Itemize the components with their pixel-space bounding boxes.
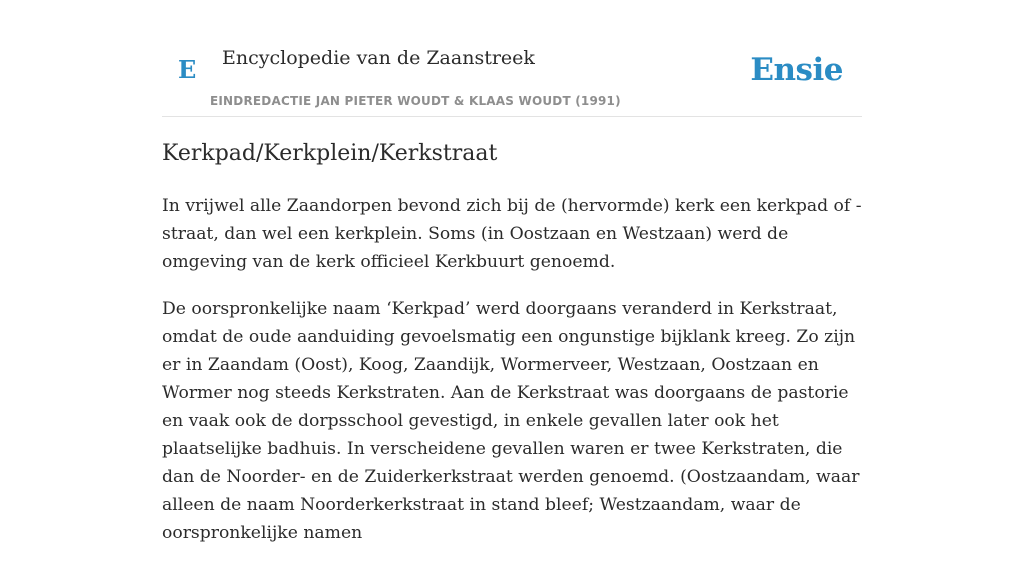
book-title[interactable]: Encyclopedie van de Zaanstreek [222,47,535,69]
article-paragraph: De oorspronkelijke naam ‘Kerkpad’ werd doorgaans veranderd in Kerkstraat, omdat de oude aanduiding gevoelsmatig een ongunstige bijklank kreeg. Zo zijn er in Zaandam (Oost), Koog, Zaandijk, Wormerveer, Westzaan, Oostzaan en Wormer nog steeds Kerkstraten. Aan de Kerkstraat was doorgaans de pastorie en vaak ook de dorpsschool gevestigd, in enkele gevallen later ook het plaatselijke badhuis. In verscheidene gevallen waren er twee Kerkstraten, die dan de Noorder- en de Zuiderkerkstraat werden genoemd. (Oostzaandam, waar alleen de naam Noorderkerkstraat in stand bleef; Westzaandam, waar de oorspronkelijke namen [162,299,860,543]
ensie-logo[interactable]: Ensie [750,52,843,88]
book-header [162,0,862,117]
book-logo-icon[interactable]: E [178,55,197,84]
article-paragraph: In vrijwel alle Zaandorpen bevond zich bij de (hervormde) kerk een kerkpad of -straat, dan wel een kerkplein. Soms (in Oostzaan en Westzaan) werd de omgeving van de kerk officieel Kerkbuurt genoemd. [162,196,862,272]
book-editors: EINDREDACTIE JAN PIETER WOUDT & KLAAS WOUDT (1991) [210,94,621,108]
article-body [162,192,862,566]
article-title: Kerkpad/Kerkplein/Kerkstraat [162,141,498,166]
page [162,0,862,543]
